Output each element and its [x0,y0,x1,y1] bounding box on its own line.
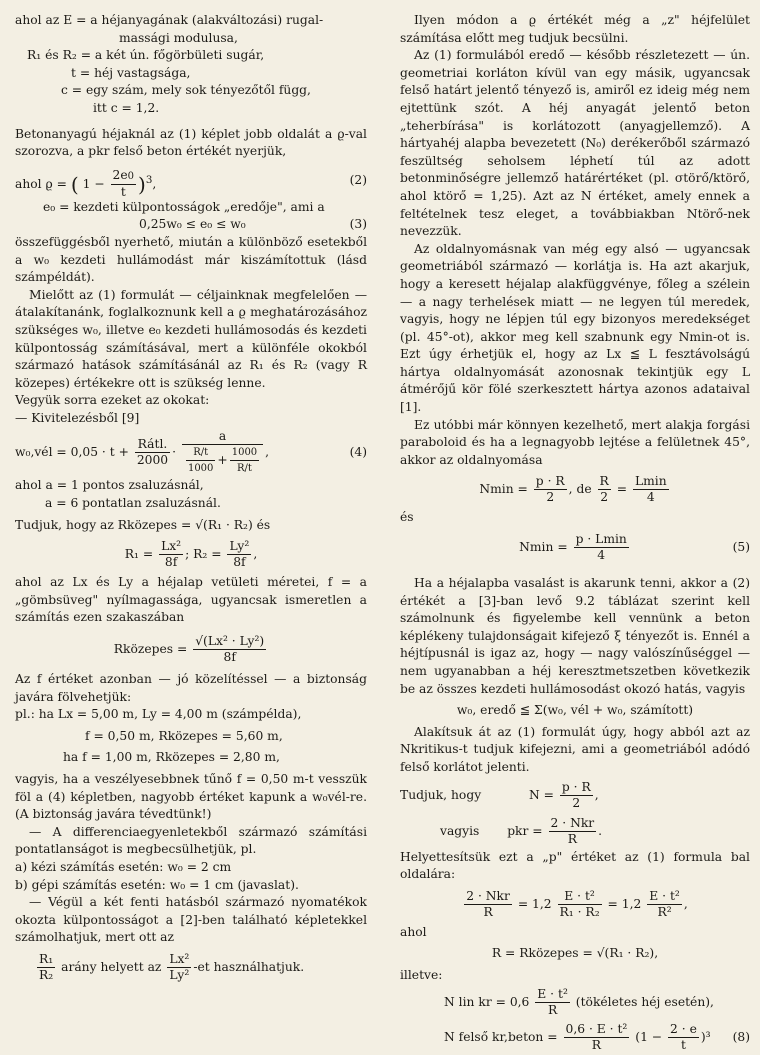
ratio-b-den: Ly² [169,967,190,982]
paragraph-oldalnyomas: Az oldalnyomásnak van még egy alsó — ugyancsak geometriából származó — korlátja is. Ha azt akarjuk, hogy a keresett héjalap alakfüggvénye, főleg a szélein — a nagy terhelések miatt — ne legyen túl meredek, vagyis, hogy ne lépjen túl egy bizonyos meredekséget (pl. 45°-ot), akkor meg kell szabnunk egy Nmin-ot is. Ezt úgy érhetjük el, hogy az Lx ≦ L fesztávolságú hártya oldalnyomását azonosnak tekintjük egy L átmérőjű kör fölé szerkesztett hártya azonos adataival [1]. [400,241,750,415]
nmin2-num: p · Lmin [575,532,627,547]
definition-e: ahol az E = a héjanyagának (alakváltozási) rugal- [15,13,324,27]
nlin-end: (tökéletes héj esetén), [575,994,714,1009]
nlin-den: R [547,1002,558,1017]
nmin2-den: 4 [597,548,606,563]
equation-substitution: $\frac{\text{2 · Nkr}}{R}$ = 1,2 $\frac{\text{E · t²}}{\text{R₁ · R₂}}$ = 1,2 $\frac{\text{E · t²}}{\text{R²}}$ , [466,888,688,919]
equation-r-kozepes: R = Rközepes = √(R₁ · R₂), [491,946,659,961]
pkr-den: R [567,831,577,846]
paragraph-beton-heajak: Betonanyagú héjaknál az (1) képlet jobb oldalát a ϱ-val szorozva, a pkr felső beton értékét nyerjük, [15,126,367,159]
equation-wsum: w₀, eredő ≦ Σ(w₀, vél + w₀, számított) [456,703,694,718]
word-es: és [400,510,414,525]
nmin-den: 2 [546,490,555,505]
pkr-num: 2 · Nkr [550,815,595,830]
equation-8 [400,1019,750,1055]
word-ahol: ahol [400,924,427,939]
item-kezi: a) kézi számítás esetén: w₀ = 2 cm [15,859,232,874]
example-pl: pl.: ha Lx = 5,00 m, Ly = 4,00 m (számpélda), [15,707,302,722]
definition-c: c = egy szám, mely sok tényezőtől függ, [61,83,311,98]
paragraph-okok: Vegyük sorra ezeket az okokat: [15,393,210,408]
equation-nmin: Nmin = $\frac{p \cdot R}{2}$ , de $\frac{R}{2}$ = $\frac{Lmin}{4}$ [479,474,667,505]
lmin-den: 4 [646,490,655,505]
eq4-den-a: R/t [186,445,215,461]
eq4-number: (4) [349,445,367,460]
eq2-lhs: ahol ϱ = [15,176,67,191]
eq4-den-d: R/t [236,463,252,475]
nfelso-paren-close: )³ [700,1029,711,1044]
definition-t: t = héj vastagsága, [71,65,191,80]
subst-c-num: E · t² [649,888,680,903]
eq8-number: (8) [732,1029,750,1044]
ratio-mid: arány helyett az [61,959,162,974]
equation-4: w₀,vél = 0,05 · t + $\frac{\text{Rátl.}}{2000}$ · a $\frac{R/t}{1000}$ + $\frac{1000}{R/t}$ , (4) [15,427,367,477]
left-column [15,12,367,987]
eq3-body: 0,25w₀ ≤ e₀ ≤ w₀ [139,217,246,232]
subst-b-den: R₁ · R₂ [559,904,600,919]
paragraph-alakitsuk: Alakítsuk át az (1) formulát úgy, hogy abból azt az Nkritikus-t tudjuk kifejezni, ami a geometriából adódó felső korlátot jelenti. [400,724,750,774]
nfelso-inner-den: t [680,1037,686,1052]
paragraph-ilyen-modon: Ilyen módon a ϱ értékét még a „z" héjfelület számítása előtt meg tudjuk becsülni. [400,13,750,45]
paragraph-helyettesitsuk: Helyettesítsük ezt a „p" értéket az (1) formula bal oldalára: [400,849,750,882]
eq3-number: (3) [349,217,367,232]
paragraph-osszefugges: összefüggésből nyerhető, miután a különböző esetekből a w₀ kezdeti hullámodást már kiszámítottuk (lásd számpéldát). [15,234,367,285]
ratio-end: -et használhatjuk. [193,959,305,974]
paragraph-f-ertek: Az f értéket azonban — jó közelítéssel — a biztonság javára fölvehetjük: [15,672,367,704]
equation-ratio [15,947,367,987]
nfelso-inner-num: 2 · e [670,1021,697,1036]
definition-e-cont: massági modulusa, [119,30,238,45]
equation-3 [15,216,367,234]
equation-r1-r2: R₁ = $\frac{\text{Lx²}}{8f}$ ; R₂ = $\frac{\text{Ly²}}{8f}$ , [124,539,258,570]
n-lhs: N = [528,787,554,802]
paragraph-forgasi: Ez utóbbi már könnyen kezelhető, mert alakja forgási paraboloid és ha a legnagyobb lejtése a felületnek 45°, akkor az oldalnyomása [400,417,750,467]
lmin-num: Lmin [634,474,667,489]
paragraph-mielott: Mielőtt az (1) formulát — céljainknak megfelelően — átalakítanánk, foglalkoznunk kell a ϱ meghatározásához szükséges w₀, illetve e₀ kezdeti hullámosodás és kezdeti külpontosság számításával, mert a különféle okokból származó hatások számításánál az R₁ és R₂ (vagy R közepes) értékekre ott is szükség lenne. [15,287,367,390]
r1-den: 8f [164,555,178,570]
paragraph-felso-korlat: Az (1) formulából eredő — később részletezett — ún. geometriai korláton kívül van egy másik, ugyancsak felső határt jelentő tényező is, amiről ez ideig még nem ejtettünk szót. A héj anyagát jelentő beton „teherbírása" is korlátozott (anyagjellemző). A hártyahéj alapba bevezetett (N₀) derékerőből származó feszültség seholsem léphetí túl az adott betonminőségre jellemző határértéket (pl. σtörő/ktörő, ahol ktörő = 1,25). Azt az N értéket, amely ennek a feltételnek tesz eleget, a továbbiakban Ntörő-nek nevezzük. [400,48,750,239]
eq4-frac1-den: 2000 [136,453,169,468]
nfelso-den: R [591,1037,602,1052]
item-gepi: b) gépi számítás esetén: w₀ = 1 cm (javaslat). [15,877,299,892]
example-f1: f = 0,50 m, Rközepes = 5,60 m, [85,728,283,743]
paragraph-differencia: — A differenciaegyenletekből származó számítási pontatlanságot is megbecsülhetjük, pl. [15,824,367,857]
subst-b-num: E · t² [558,889,602,905]
equation-2: ahol ϱ = ( 1 − $\frac{2e0}{t}$ )$^3$, (2) [15,161,367,199]
eq4-den-c: 1000 [230,445,259,461]
n-num: p · R [561,779,591,794]
rkozepes-lhs: Rközepes = [113,642,188,657]
paragraph-kivitelezes: — Kivitelezésből [9] [15,410,140,425]
rkozepes-intro: Tudjuk, hogy az Rközepes = √(R₁ · R₂) és [15,517,271,532]
ratio-b-num: Lx² [169,951,190,966]
a-inaccurate: a = 6 pontatlan zsaluzásnál. [45,496,221,511]
nlin-num: E · t² [537,986,568,1001]
equation-pkr: vagyis pkr = $\frac{\text{2 · Nkr}}{R}$ . [440,815,603,846]
paragraph-vagyis: vagyis, ha a veszélyesebbnek tűnő f = 0,50 m-t vesszük föl a (4) képletben, nagyobb értéket kapunk a w₀vél-re. (A biztonság javára tévedtünk!) [15,772,367,822]
eq4-frac2-num: a [182,429,263,445]
n-den: 2 [572,795,581,810]
r1-num: Lx² [161,539,182,554]
nfelso-lhs: N felső kr,beton = [444,1029,558,1044]
subst-a-den: R [483,904,493,919]
eq5-number: (5) [732,540,750,555]
paragraph-vegul: — Végül a két fenti hatásból származó nyomatékok okozta külpontosságot a [2]-ben található képletekkel számolhatjuk, mert ott az [15,895,367,945]
rkozepes-den: 8f [223,650,236,665]
eq4-den-b: 1000 [187,463,214,475]
r-half-den: 2 [600,490,609,505]
eq2-number: (2) [349,172,367,187]
rkozepes-num: √(Lx² · Ly²) [195,634,265,649]
definition-r: R₁ és R₂ = a két ún. főgörbületi sugár, [27,48,265,63]
paragraph-vasalas: Ha a héjalapba vasalást is akarunk tenni, akkor a (2) értékét a [3]-ban levő 9.2 táblázat szerint kell számolnunk és figyelembe kell vennünk a beton képlékeny tulajdonságait kifejező ξ tényezőt is. Ennél a héjtípusnál is igaz az, hogy — nagy valószínűséggel — nem ugyanabban a héj keresztmetszetben következik be az összes kezdeti hullámosodást okozó hatás, vagyis [400,576,750,696]
equation-nlin [400,985,750,1019]
nmin2-lhs: Nmin = [519,540,568,555]
nfelso-paren-open: (1 − [635,1029,663,1044]
nlin-lhs: N lin kr = 0,6 [444,994,530,1009]
nmin-lhs: Nmin = [479,482,528,497]
a-accurate: ahol a = 1 pontos zsaluzásnál, [15,478,204,493]
subst-c-den: R² [657,904,672,919]
nmin-num: p · R [535,474,565,489]
subst-eq1: = 1,2 [517,896,552,911]
equation-5 [400,527,750,567]
r2-lhs: ; R₂ = [185,547,222,562]
vagyis-label: vagyis [440,823,480,838]
eq4-lhs: w₀,vél = 0,05 · t + [15,445,129,460]
eq4-frac1-num: Rátl. [135,437,170,453]
e0-definition: e₀ = kezdeti külpontosságok „eredője", ami a [43,199,325,214]
paragraph-vetuleti: ahol az Lx és Ly a héjalap vetületi méretei, f = a „gömbsüveg" nyílmagassága, ugyancsak ismeretlen a számítás ezen szakaszában [15,575,367,625]
example-f2: ha f = 1,00 m, Rközepes = 2,80 m, [63,750,280,765]
tudjuk-label: Tudjuk, hogy [400,787,482,802]
equation-rkozepes [15,627,367,671]
definition-c-value: itt c = 1,2. [93,100,160,115]
r2-den: 8f [233,555,246,570]
ratio-a-den: R₂ [39,967,54,982]
nfelso-num: 0,6 · E · t² [565,1021,628,1036]
pkr-lhs: pkr = [507,823,543,838]
r1-lhs: R₁ = [124,547,154,562]
r-half-num: R [599,474,609,489]
word-illetve: illetve: [400,967,443,982]
nmin-de: , de [568,482,592,497]
ratio-a-num: R₁ [39,951,54,966]
subst-eq2: = 1,2 [607,896,642,911]
right-column [400,12,750,1055]
equation-n: Tudjuk, hogy N = $\frac{p \cdot R}{2}$ , [400,779,599,810]
r2-num: Ly² [229,539,250,554]
subst-a-num: 2 · Nkr [466,888,510,903]
